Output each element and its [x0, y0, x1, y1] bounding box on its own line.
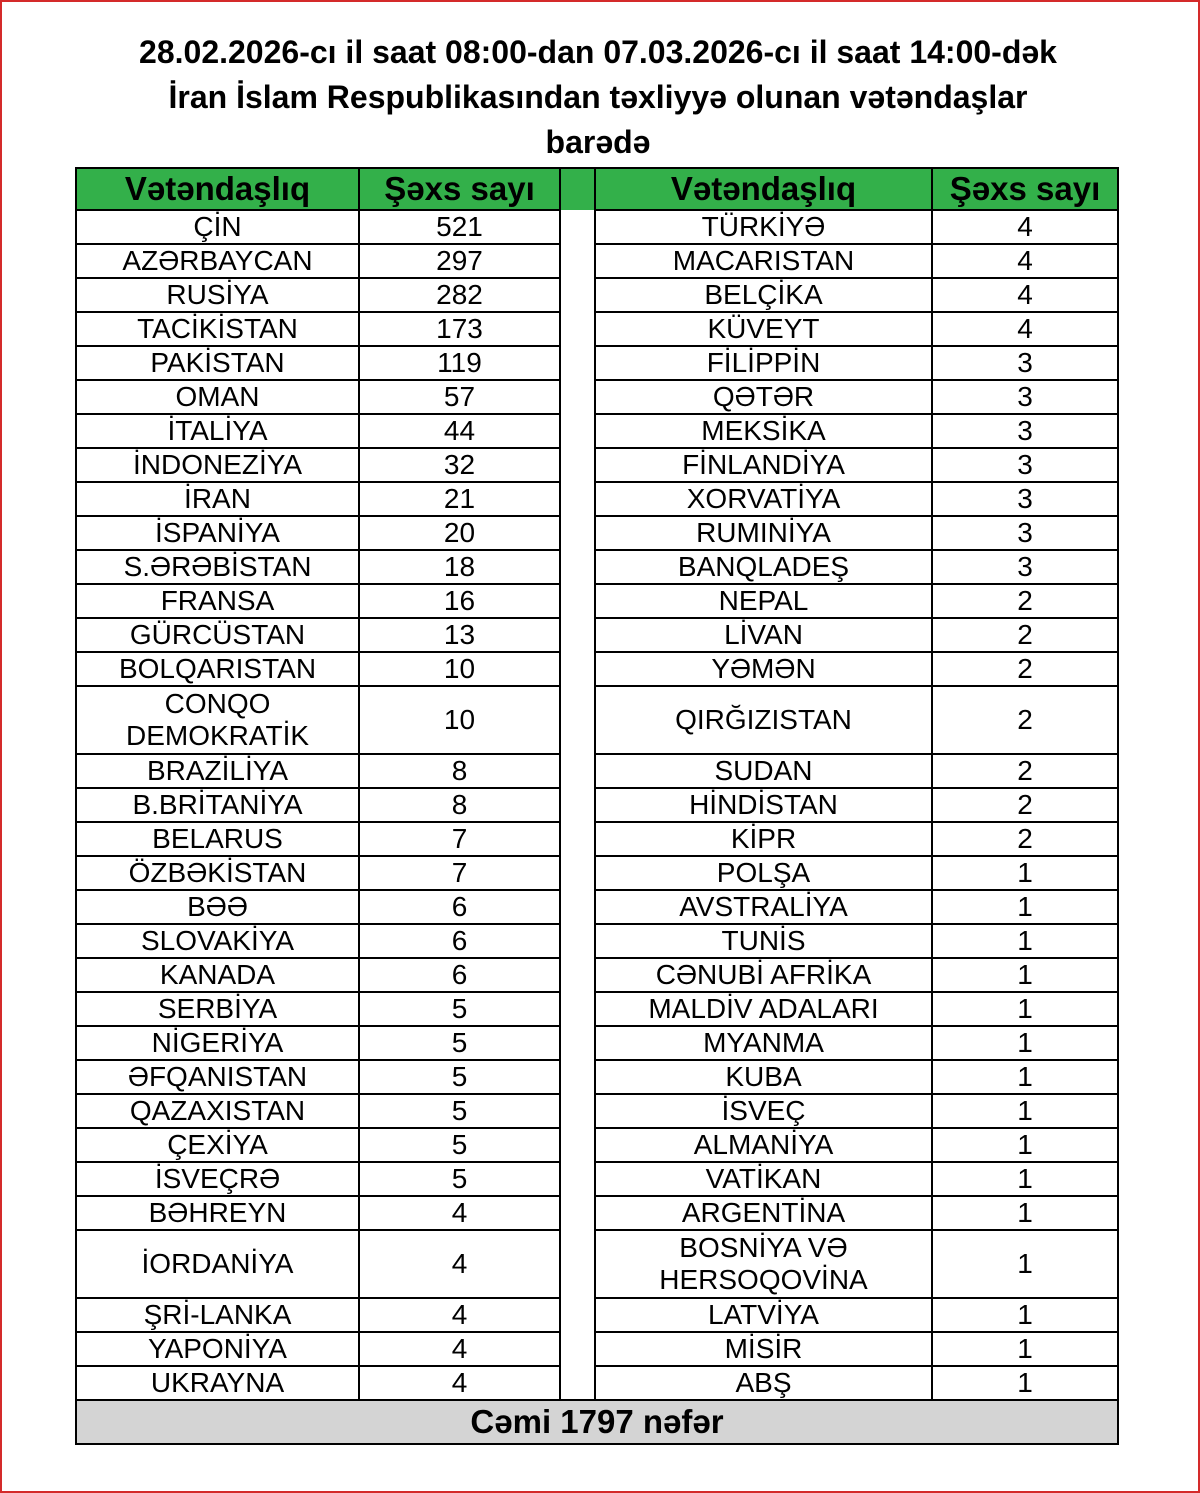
column-gap [560, 516, 595, 550]
column-gap [560, 278, 595, 312]
country-name-left: ŞRİ-LANKA [76, 1298, 359, 1332]
table-row [76, 856, 1118, 890]
table-row [76, 1026, 1118, 1060]
country-name-right: YƏMƏN [595, 652, 932, 686]
country-name-right: MALDİV ADALARI [595, 992, 932, 1026]
person-count-left: 173 [359, 312, 560, 346]
column-gap [560, 1094, 595, 1128]
person-count-right: 3 [932, 414, 1118, 448]
person-count-left: 8 [359, 754, 560, 788]
table-row [76, 244, 1118, 278]
title-line-3: barədə [545, 124, 651, 160]
country-name-right: NEPAL [595, 584, 932, 618]
country-name-left: İTALİYA [76, 414, 359, 448]
country-name-right: RUMINİYA [595, 516, 932, 550]
person-count-left: 5 [359, 1060, 560, 1094]
country-name-left: İNDONEZİYA [76, 448, 359, 482]
country-name-right: TUNİS [595, 924, 932, 958]
person-count-right: 1 [932, 924, 1118, 958]
header-citizenship-left: Vətəndaşlıq [76, 168, 359, 210]
table-row [76, 482, 1118, 516]
person-count-left: 119 [359, 346, 560, 380]
person-count-left: 7 [359, 822, 560, 856]
person-count-left: 4 [359, 1332, 560, 1366]
country-name-right: İSVEÇ [595, 1094, 932, 1128]
person-count-left: 4 [359, 1196, 560, 1230]
table-row [76, 448, 1118, 482]
person-count-left: 18 [359, 550, 560, 584]
column-gap [560, 652, 595, 686]
person-count-right: 3 [932, 516, 1118, 550]
person-count-left: 5 [359, 1094, 560, 1128]
person-count-left: 297 [359, 244, 560, 278]
country-name-left: BƏHREYN [76, 1196, 359, 1230]
table-row [76, 1366, 1118, 1400]
column-gap [560, 1298, 595, 1332]
country-name-right: QƏTƏR [595, 380, 932, 414]
table-row [76, 550, 1118, 584]
table-row [76, 890, 1118, 924]
country-name-right: CƏNUBİ AFRİKA [595, 958, 932, 992]
country-name-left: SERBİYA [76, 992, 359, 1026]
country-name-right: MACARISTAN [595, 244, 932, 278]
table-header-row [76, 168, 1118, 210]
person-count-right: 4 [932, 210, 1118, 244]
person-count-left: 10 [359, 686, 560, 754]
column-gap [560, 448, 595, 482]
country-name-left: UKRAYNA [76, 1366, 359, 1400]
total-row [76, 1400, 1118, 1444]
country-name-left: İORDANİYA [76, 1230, 359, 1298]
person-count-right: 3 [932, 550, 1118, 584]
person-count-right: 1 [932, 1366, 1118, 1400]
column-gap [560, 244, 595, 278]
person-count-left: 5 [359, 1162, 560, 1196]
country-name-left: RUSİYA [76, 278, 359, 312]
person-count-left: 13 [359, 618, 560, 652]
table-row [76, 312, 1118, 346]
person-count-left: 44 [359, 414, 560, 448]
person-count-right: 1 [932, 1128, 1118, 1162]
country-name-right: TÜRKİYƏ [595, 210, 932, 244]
table-row [76, 754, 1118, 788]
header-count-left: Şəxs sayı [359, 168, 560, 210]
column-gap [560, 788, 595, 822]
person-count-right: 1 [932, 856, 1118, 890]
table-row [76, 618, 1118, 652]
table-row [76, 278, 1118, 312]
person-count-right: 3 [932, 482, 1118, 516]
table-row [76, 788, 1118, 822]
table-row [76, 924, 1118, 958]
country-name-left: KANADA [76, 958, 359, 992]
header-count-right: Şəxs sayı [932, 168, 1118, 210]
column-gap [560, 168, 595, 210]
country-name-left: İRAN [76, 482, 359, 516]
column-gap [560, 1162, 595, 1196]
country-name-right: XORVATİYA [595, 482, 932, 516]
country-name-left: S.ƏRƏBİSTAN [76, 550, 359, 584]
person-count-right: 3 [932, 346, 1118, 380]
person-count-left: 8 [359, 788, 560, 822]
column-gap [560, 958, 595, 992]
country-name-right: POLŞA [595, 856, 932, 890]
country-name-left: İSVEÇRƏ [76, 1162, 359, 1196]
person-count-left: 21 [359, 482, 560, 516]
country-name-right: MİSİR [595, 1332, 932, 1366]
column-gap [560, 380, 595, 414]
country-name-left: NİGERİYA [76, 1026, 359, 1060]
country-name-left: ÇİN [76, 210, 359, 244]
person-count-right: 2 [932, 652, 1118, 686]
person-count-right: 2 [932, 788, 1118, 822]
country-name-left: FRANSA [76, 584, 359, 618]
person-count-right: 1 [932, 1332, 1118, 1366]
column-gap [560, 1196, 595, 1230]
person-count-right: 1 [932, 1162, 1118, 1196]
country-name-right: LATVİYA [595, 1298, 932, 1332]
table-row [76, 210, 1118, 244]
table-row [76, 686, 1118, 754]
person-count-left: 16 [359, 584, 560, 618]
person-count-left: 4 [359, 1230, 560, 1298]
person-count-right: 2 [932, 754, 1118, 788]
table-row [76, 652, 1118, 686]
column-gap [560, 584, 595, 618]
person-count-left: 7 [359, 856, 560, 890]
evacuees-table [75, 167, 1119, 1445]
table-row [76, 516, 1118, 550]
table-row [76, 1332, 1118, 1366]
person-count-left: 521 [359, 210, 560, 244]
column-gap [560, 618, 595, 652]
column-gap [560, 890, 595, 924]
column-gap [560, 312, 595, 346]
person-count-left: 5 [359, 1026, 560, 1060]
person-count-left: 5 [359, 1128, 560, 1162]
person-count-right: 1 [932, 1196, 1118, 1230]
column-gap [560, 414, 595, 448]
table-row [76, 1196, 1118, 1230]
column-gap [560, 754, 595, 788]
country-name-right: FİLİPPİN [595, 346, 932, 380]
person-count-right: 1 [932, 1094, 1118, 1128]
country-name-right: ALMANİYA [595, 1128, 932, 1162]
table-row [76, 958, 1118, 992]
column-gap [560, 1026, 595, 1060]
country-name-right: ARGENTİNA [595, 1196, 932, 1230]
person-count-right: 4 [932, 244, 1118, 278]
column-gap [560, 1060, 595, 1094]
country-name-right: ABŞ [595, 1366, 932, 1400]
table-row [76, 1060, 1118, 1094]
column-gap [560, 1128, 595, 1162]
country-name-right: KUBA [595, 1060, 932, 1094]
person-count-right: 2 [932, 686, 1118, 754]
person-count-left: 5 [359, 992, 560, 1026]
country-name-left: YAPONİYA [76, 1332, 359, 1366]
person-count-right: 1 [932, 958, 1118, 992]
table-row [76, 1162, 1118, 1196]
table-row [76, 1128, 1118, 1162]
country-name-left: PAKİSTAN [76, 346, 359, 380]
country-name-left: CONQO DEMOKRATİK [76, 686, 359, 754]
person-count-right: 1 [932, 890, 1118, 924]
country-name-left: SLOVAKİYA [76, 924, 359, 958]
country-name-right: BOSNİYA VƏ HERSOQOVİNA [595, 1230, 932, 1298]
person-count-right: 4 [932, 312, 1118, 346]
country-name-right: HİNDİSTAN [595, 788, 932, 822]
country-name-left: BELARUS [76, 822, 359, 856]
person-count-left: 4 [359, 1298, 560, 1332]
title-line-2: İran İslam Respublikasından təxliyyə olunan vətəndaşlar [168, 79, 1028, 115]
table-row [76, 346, 1118, 380]
country-name-left: İSPANİYA [76, 516, 359, 550]
table-body [76, 210, 1118, 1400]
person-count-left: 57 [359, 380, 560, 414]
person-count-left: 282 [359, 278, 560, 312]
person-count-left: 6 [359, 924, 560, 958]
person-count-left: 6 [359, 890, 560, 924]
country-name-left: GÜRCÜSTAN [76, 618, 359, 652]
country-name-right: QIRĞIZISTAN [595, 686, 932, 754]
person-count-right: 2 [932, 584, 1118, 618]
country-name-right: KÜVEYT [595, 312, 932, 346]
table-row [76, 584, 1118, 618]
country-name-right: FİNLANDİYA [595, 448, 932, 482]
person-count-left: 4 [359, 1366, 560, 1400]
total-label: Cəmi 1797 nəfər [76, 1400, 1118, 1444]
column-gap [560, 924, 595, 958]
country-name-left: ƏFQANISTAN [76, 1060, 359, 1094]
table-row [76, 1230, 1118, 1298]
column-gap [560, 1332, 595, 1366]
country-name-right: VATİKAN [595, 1162, 932, 1196]
column-gap [560, 210, 595, 244]
person-count-right: 1 [932, 1298, 1118, 1332]
person-count-right: 3 [932, 448, 1118, 482]
country-name-left: QAZAXISTAN [76, 1094, 359, 1128]
country-name-left: ÖZBƏKİSTAN [76, 856, 359, 890]
column-gap [560, 550, 595, 584]
person-count-left: 10 [359, 652, 560, 686]
table-row [76, 822, 1118, 856]
table-row [76, 1298, 1118, 1332]
person-count-left: 32 [359, 448, 560, 482]
title-line-1: 28.02.2026-cı il saat 08:00-dan 07.03.2026-cı il saat 14:00-dək [139, 34, 1057, 70]
header-citizenship-right: Vətəndaşlıq [595, 168, 932, 210]
country-name-right: MYANMA [595, 1026, 932, 1060]
table-row [76, 380, 1118, 414]
person-count-left: 20 [359, 516, 560, 550]
country-name-right: KİPR [595, 822, 932, 856]
person-count-right: 3 [932, 380, 1118, 414]
column-gap [560, 346, 595, 380]
country-name-right: SUDAN [595, 754, 932, 788]
person-count-right: 1 [932, 1230, 1118, 1298]
country-name-left: B.BRİTANİYA [76, 788, 359, 822]
country-name-left: BOLQARISTAN [76, 652, 359, 686]
country-name-left: ÇEXİYA [76, 1128, 359, 1162]
person-count-right: 2 [932, 822, 1118, 856]
table-row [76, 992, 1118, 1026]
person-count-right: 1 [932, 992, 1118, 1026]
person-count-right: 2 [932, 618, 1118, 652]
country-name-right: MEKSİKA [595, 414, 932, 448]
person-count-right: 1 [932, 1026, 1118, 1060]
column-gap [560, 1366, 595, 1400]
column-gap [560, 482, 595, 516]
table-row [76, 414, 1118, 448]
person-count-left: 6 [359, 958, 560, 992]
country-name-left: OMAN [76, 380, 359, 414]
column-gap [560, 856, 595, 890]
table-row [76, 1094, 1118, 1128]
country-name-right: BANQLADEŞ [595, 550, 932, 584]
country-name-left: BRAZİLİYA [76, 754, 359, 788]
country-name-right: LİVAN [595, 618, 932, 652]
column-gap [560, 686, 595, 754]
country-name-right: BELÇİKA [595, 278, 932, 312]
document-title [60, 30, 1136, 165]
column-gap [560, 822, 595, 856]
country-name-left: BƏƏ [76, 890, 359, 924]
person-count-right: 4 [932, 278, 1118, 312]
person-count-right: 1 [932, 1060, 1118, 1094]
country-name-left: AZƏRBAYCAN [76, 244, 359, 278]
column-gap [560, 992, 595, 1026]
column-gap [560, 1230, 595, 1298]
country-name-left: TACİKİSTAN [76, 312, 359, 346]
country-name-right: AVSTRALİYA [595, 890, 932, 924]
